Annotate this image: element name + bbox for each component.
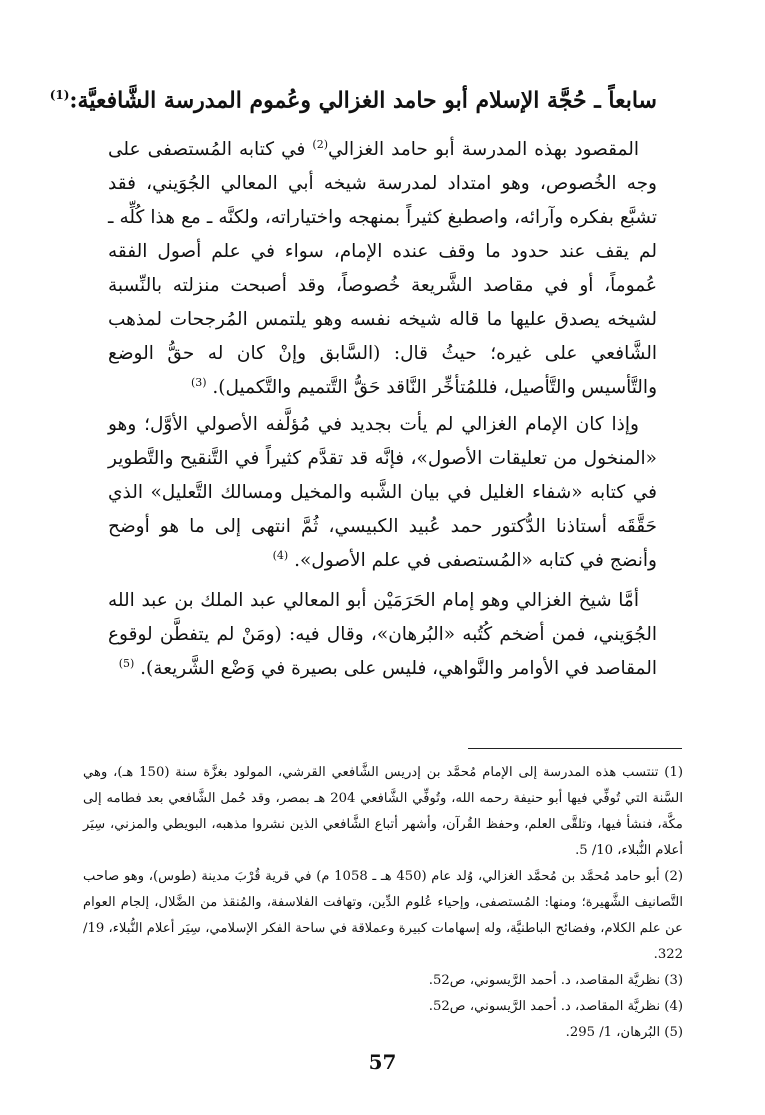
paragraph-1-text-start: المقصود بهذه المدرسة أبو حامد الغزالي <box>327 139 639 160</box>
footnote-ref-2: (2) <box>312 137 328 151</box>
footnote-4: (4) نظريَّة المقاصد، د. أحمد الرَّيسوني، ص52. <box>428 999 683 1014</box>
paragraph-3-text: أمَّا شيخ الغزالي وهو إمام الحَرَمَيْن أبو المعالي عبد الملك بن عبد الله الجُوَيني، فمن أضخم كُتُبه «البُرهان»، وقال فيه: (ومَنْ لم يتفطَّن لوقوع المقاصد في الأوامر والنَّواهي، فليس على بصيرة في وَضْع الشَّريعة). <box>108 590 657 679</box>
footnote-ref-4: (4) <box>272 548 289 562</box>
paragraph-2-text: وإذا كان الإمام الغزالي لم يأت بجديد في مُؤلَّفه الأصولي الأوَّل؛ وهو «المنخول من تعليقات الأصول»، فإنَّه قد تقدَّم كثيراً في التَّنقيح والتَّطوير في كتابه «شفاء الغليل في بيان الشَّبه والمخيل ومسالك التَّعليل» الذي حَقَّقَه أستاذنا الدُّكتور حمد عُبيد الكبيسي، ثُمَّ انتهى إلى ما هو أوضح وأنضج في كتابه «المُستصفى في علم الأصول». <box>108 414 657 571</box>
heading-text: سابعاً ـ حُجَّة الإسلام أبو حامد الغزالي وعُموم المدرسة الشَّافعيَّة: <box>69 87 657 114</box>
footnotes <box>83 760 683 1046</box>
paragraph-2 <box>108 408 657 578</box>
footnote-3: (3) نظريَّة المقاصد، د. أحمد الرَّيسوني، ص52. <box>428 973 683 988</box>
paragraph-3 <box>108 584 657 686</box>
footnote-ref-3: (3) <box>190 375 207 389</box>
paragraph-1-text-rest: في كتابه المُستصفى على وجه الخُصوص، وهو امتداد لمدرسة شيخه أبي المعالي الجُوَيني، فقد تشبَّع بفكره وآرائه، واصطبغ كثيراً بمنهجه واختياراته، ولكنَّه ـ مع هذا كُلِّه ـ لم يقف عند حدود ما وقف عنده الإمام، سواء في علم أصول الفقه عُموماً، أو في مقاصد الشَّريعة خُصوصاً، وقد أصبحت منزلته بالنِّسبة لشيخه يصدق عليها ما قاله شيخه نفسه وهو يلتمس المُرجحات لمذهب الشَّافعي على غيره؛ حيثُ قال: (السَّابق وإنْ كان له حقُّ الوضع والتَّأسيس والتَّأصيل، فللمُتأخِّر النَّاقد حَقُّ التَّتميم والتَّكميل). <box>108 139 657 398</box>
page-number: 57 <box>368 1050 397 1074</box>
heading-footnote-ref: (1) <box>49 88 70 102</box>
footnote-ref-5: (5) <box>118 656 135 670</box>
footnote-1: (1) تنتسب هذه المدرسة إلى الإمام مُحمَّد بن إدريس الشَّافعي القرشي، المولود بغزَّة سنة (150 هـ)، وهي السَّنة التي تُوفِّي فيها أبو حنيفة رحمه الله، وتُوفِّي الشَّافعي 204 هـ بمصر، وقد حُمل الشَّافعي بعد فطامه إلى مكَّة، فنشأ فيها، وتلقَّى العلم، وحفظ القُرآن، وأشهر أتباع الشَّافعي الذين نشروا مذهبه، البويطي والمزني، سِيَر أعلام النُّبلاء، 10/ 5. <box>83 765 683 858</box>
section-heading <box>49 78 657 117</box>
footnote-divider <box>468 748 682 749</box>
footnote-2: (2) أبو حامد مُحمَّد بن مُحمَّد الغزالي، وُلد عام (450 هـ ـ 1058 م) في قرية قُرْبَ مدينة (طوس)، وهو صاحب التَّصانيف الشَّهيرة؛ ومنها: المُستصفى، وإحياء عُلوم الدِّين، وتهافت الفلاسفة، والمُنقذ من الضَّلال، إلجام العوام عن علم الكلام، وفضائح الباطنيَّة، وله إسهامات كبيرة وعملاقة في ساحة الفكر الإسلامي، سِيَر أعلام النُّبلاء، 19/ 322. <box>83 869 683 962</box>
footnote-5: (5) البُرهان، 1/ 295. <box>565 1025 683 1040</box>
paragraph-1 <box>108 133 657 405</box>
